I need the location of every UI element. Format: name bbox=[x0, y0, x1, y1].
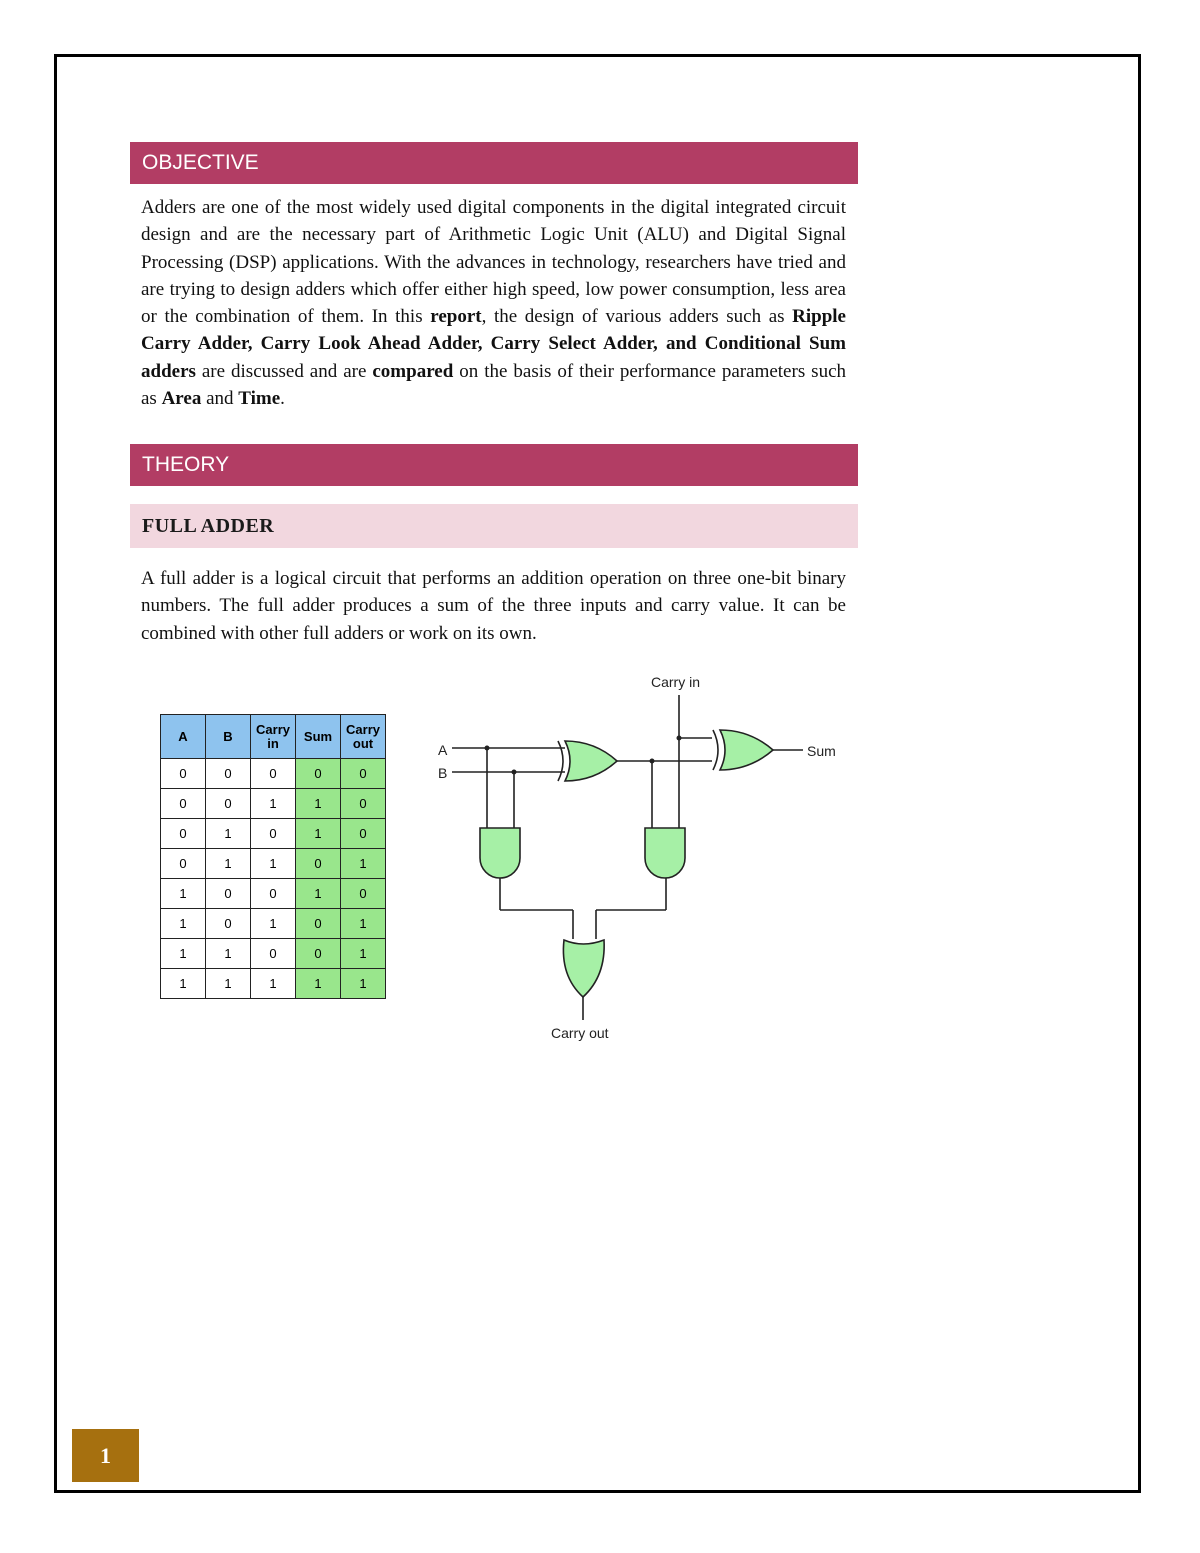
table-cell: 0 bbox=[206, 909, 251, 939]
table-cell: 1 bbox=[206, 819, 251, 849]
table-cell: 0 bbox=[251, 939, 296, 969]
table-cell: 1 bbox=[161, 969, 206, 999]
table-cell: 1 bbox=[296, 969, 341, 999]
table-cell: 1 bbox=[296, 879, 341, 909]
table-cell: 0 bbox=[161, 759, 206, 789]
theory-heading: THEORY bbox=[130, 444, 858, 486]
table-cell: 1 bbox=[296, 789, 341, 819]
and-gate-1 bbox=[480, 828, 520, 878]
truth-table-body bbox=[161, 759, 386, 999]
table-row bbox=[161, 939, 386, 969]
full-adder-circuit-diagram bbox=[430, 668, 850, 1048]
sum-label: Sum bbox=[807, 743, 836, 759]
table-cell: 0 bbox=[296, 849, 341, 879]
table-row bbox=[161, 819, 386, 849]
table-cell: 0 bbox=[341, 789, 386, 819]
xor-gate-1 bbox=[558, 741, 617, 781]
table-cell: 0 bbox=[206, 879, 251, 909]
carry-out-label: Carry out bbox=[551, 1025, 609, 1041]
table-cell: 0 bbox=[251, 759, 296, 789]
and-gate-2 bbox=[645, 828, 685, 878]
table-row bbox=[161, 759, 386, 789]
or-gate bbox=[563, 940, 604, 997]
table-cell: 0 bbox=[341, 819, 386, 849]
table-cell: 0 bbox=[341, 759, 386, 789]
table-cell: 0 bbox=[161, 819, 206, 849]
table-cell: 1 bbox=[161, 879, 206, 909]
table-cell: 1 bbox=[341, 969, 386, 999]
table-cell: 0 bbox=[296, 759, 341, 789]
table-cell: 1 bbox=[206, 969, 251, 999]
table-cell: 1 bbox=[251, 849, 296, 879]
table-cell: 1 bbox=[161, 939, 206, 969]
header-carry-out: Carry out bbox=[341, 715, 386, 759]
header-carry-in: Carry in bbox=[251, 715, 296, 759]
table-cell: 1 bbox=[341, 849, 386, 879]
table-cell: 0 bbox=[161, 849, 206, 879]
table-cell: 1 bbox=[251, 909, 296, 939]
table-cell: 1 bbox=[341, 909, 386, 939]
header-b: B bbox=[206, 715, 251, 759]
table-cell: 1 bbox=[251, 789, 296, 819]
carry-in-label: Carry in bbox=[651, 674, 701, 690]
table-row bbox=[161, 969, 386, 999]
full-adder-subheading: FULL ADDER bbox=[130, 504, 858, 548]
table-row bbox=[161, 879, 386, 909]
table-cell: 0 bbox=[341, 879, 386, 909]
truth-table bbox=[160, 714, 386, 999]
full-adder-paragraph: A full adder is a logical circuit that performs an addition operation on three one-bit binary numbers. The full adder produces a sum of the three inputs and carry value. It can be combined with other full adders or work on its own. bbox=[141, 568, 846, 644]
table-cell: 1 bbox=[206, 939, 251, 969]
input-b-label: B bbox=[438, 765, 448, 781]
table-row bbox=[161, 909, 386, 939]
table-cell: 1 bbox=[341, 939, 386, 969]
objective-paragraph: Adders are one of the most widely used digital components in the digital integrated circuit design and are the necessary part of Arithmetic Logic Unit (ALU) and Digital Signal Processing (DSP) applications. With the advances in technology, researchers have tried and are trying to design adders which offer either high speed, low power consumption, less area or the combination of them. In this report, the design of various adders such as Ripple Carry Adder, Carry Look Ahead Adder, Carry Select Adder, and Conditional Sum adders are discussed and are compared on the basis of their performance parameters such as Area and Time. bbox=[141, 197, 847, 410]
table-cell: 1 bbox=[161, 909, 206, 939]
input-a-label: A bbox=[438, 742, 448, 758]
table-cell: 0 bbox=[296, 909, 341, 939]
table-cell: 0 bbox=[251, 879, 296, 909]
table-cell: 1 bbox=[251, 969, 296, 999]
table-cell: 1 bbox=[296, 819, 341, 849]
header-sum: Sum bbox=[296, 715, 341, 759]
objective-heading: OBJECTIVE bbox=[130, 142, 858, 184]
header-a: A bbox=[161, 715, 206, 759]
table-row bbox=[161, 849, 386, 879]
table-cell: 0 bbox=[296, 939, 341, 969]
table-cell: 0 bbox=[161, 789, 206, 819]
table-cell: 1 bbox=[206, 849, 251, 879]
table-cell: 0 bbox=[206, 789, 251, 819]
table-cell: 0 bbox=[251, 819, 296, 849]
page-number-badge: 1 bbox=[72, 1429, 139, 1482]
truth-table-header-row bbox=[161, 715, 386, 759]
table-cell: 0 bbox=[206, 759, 251, 789]
table-row bbox=[161, 789, 386, 819]
xor-gate-2 bbox=[713, 730, 773, 770]
